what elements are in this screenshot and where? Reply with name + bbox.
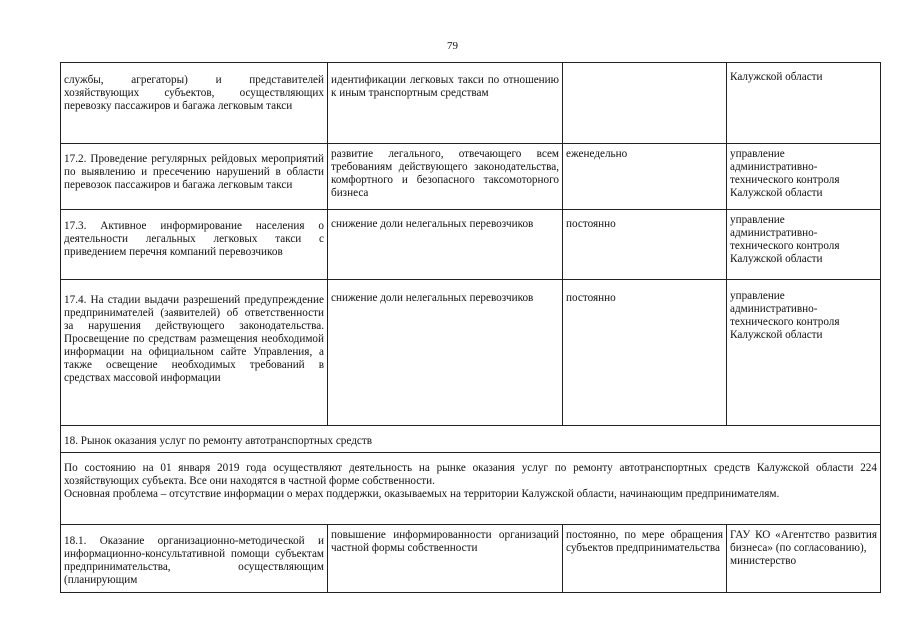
section-description-row: [61, 453, 881, 525]
executor-cell: ГАУ КО «Агентство развития бизнеса» (по согласованию), министерство: [727, 525, 881, 593]
measures-table: [60, 62, 881, 593]
result-cell: развитие легального, отвечающего всем требованиям действующего законодательства, комфортного и безопасного таксомоторного бизнеса: [328, 144, 563, 210]
result-cell: идентификации легковых такси по отношению к иным транспортным средствам: [328, 63, 563, 144]
table-row: [61, 210, 881, 280]
table-row: [61, 280, 881, 426]
result-cell: повышение информированности организаций частной формы собственности: [328, 525, 563, 593]
section-heading-row: [61, 426, 881, 453]
measure-cell: службы, агрегаторы) и представителей хозяйствующих субъектов, осуществляющих перевозку пассажиров и багажа легковым такси: [61, 63, 328, 144]
executor-cell: управление административно- технического контроля Калужской области: [727, 144, 881, 210]
term-cell: еженедельно: [563, 144, 727, 210]
measure-cell: 17.2. Проведение регулярных рейдовых мероприятий по выявлению и пресечению нарушений в области перевозок пассажиров и багажа легковым такси: [61, 144, 328, 210]
term-cell: постоянно, по мере обращения субъектов предпринимательства: [563, 525, 727, 593]
result-cell: снижение доли нелегальных перевозчиков: [328, 210, 563, 280]
result-cell: снижение доли нелегальных перевозчиков: [328, 280, 563, 426]
measure-cell: 17.4. На стадии выдачи разрешений предупреждение предпринимателей (заявителей) об ответственности за нарушения действующего законодательства. Просвещение по средствам размещения необходимой информации на официальном сайте Управления, а также освещение необходимых требований в средствах массовой информации: [61, 280, 328, 426]
measure-cell: 17.3. Активное информирование населения о деятельности легальных легковых такси с приведением перечня компаний перевозчиков: [61, 210, 328, 280]
page-number: 79: [447, 40, 458, 52]
table-row: [61, 144, 881, 210]
executor-cell: Калужской области: [727, 63, 881, 144]
term-cell: [563, 63, 727, 144]
executor-cell: управление административно- технического контроля Калужской области: [727, 210, 881, 280]
section-title: 18. Рынок оказания услуг по ремонту автотранспортных средств: [61, 426, 881, 453]
section-paragraph: По состоянию на 01 января 2019 года осуществляют деятельность на рынке оказания услуг по ремонту автотранспортных средств Калужской области 224 хозяйствующих субъекта. Все они находятся в частной форме собственности.: [64, 462, 877, 487]
term-cell: постоянно: [563, 280, 727, 426]
table-row: [61, 525, 881, 593]
section-description: [61, 453, 881, 525]
term-cell: постоянно: [563, 210, 727, 280]
measure-cell: 18.1. Оказание организационно-методической и информационно-консультативной помощи субъектам предпринимательства, осуществляющим (планирующим: [61, 525, 328, 593]
executor-cell: управление административно- технического контроля Калужской области: [727, 280, 881, 426]
section-paragraph: Основная проблема – отсутствие информации о мерах поддержки, оказываемых на территории Калужской области, начинающим предпринимателям.: [64, 488, 780, 500]
table-row: [61, 63, 881, 144]
